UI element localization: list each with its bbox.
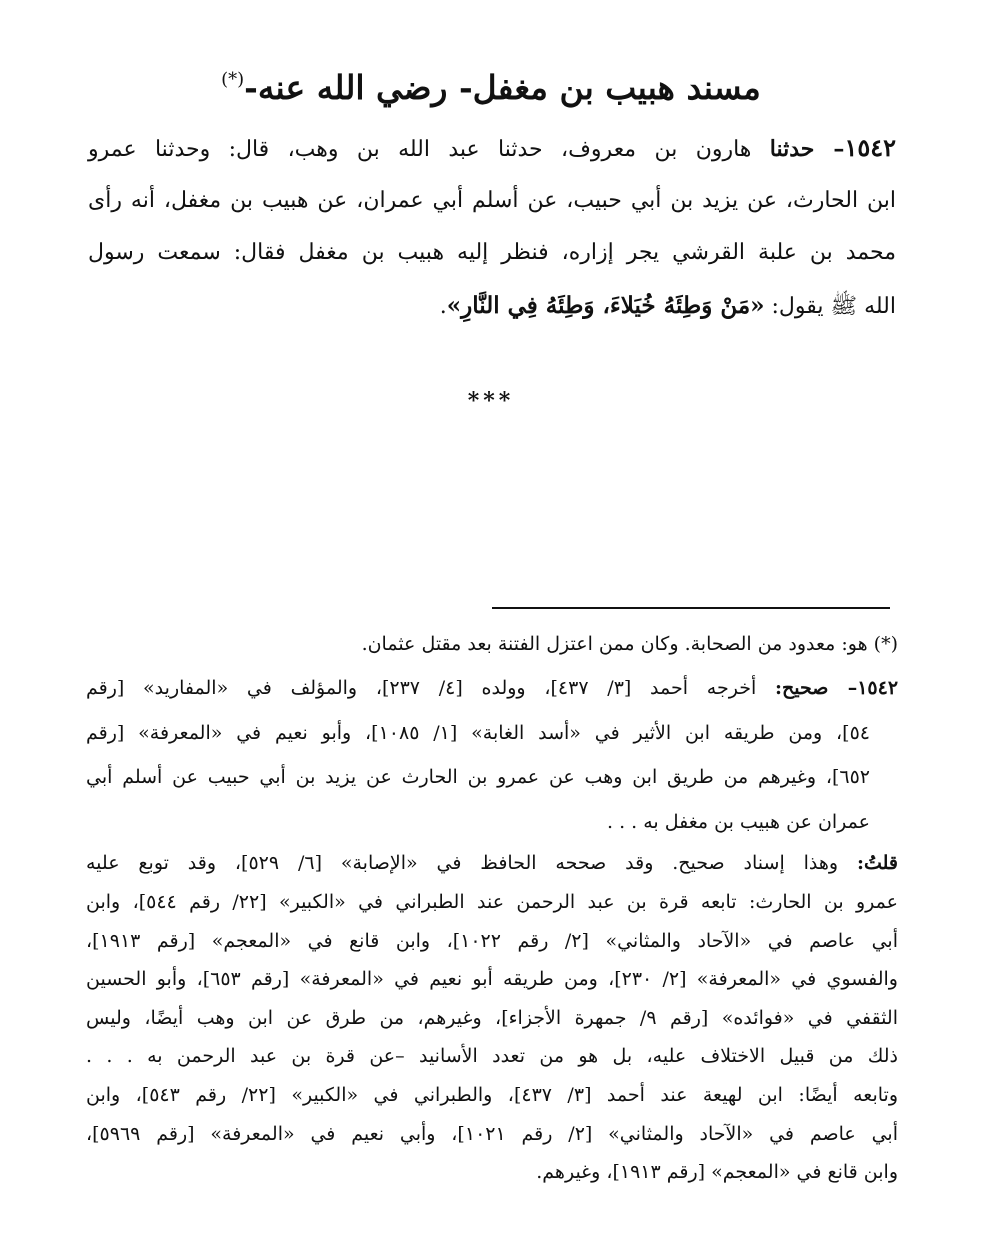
qultu-line-1: وهذا إسناد صحيح. وقد صححه الحافظ في «الإصابة» [٦/ ٥٢٩]، وقد توبع عليه — [86, 852, 857, 875]
footnote-line: عمران عن هبيب بن مغفل به . . . — [607, 810, 870, 833]
hadith-line: ابن الحارث، عن يزيد بن أبي حبيب، عن أسلم أبي عمران، عن هبيب بن مغفل، أنه رأى — [88, 187, 896, 213]
hadith-text — [88, 122, 896, 332]
footnote-star: (*) هو: معدود من الصحابة. وكان ممن اعتزل الفتنة بعد مقتل عثمان. — [361, 633, 898, 655]
footnote-line: وتابعه أيضًا: ابن لهيعة عند أحمد [٣/ ٤٣٧]، والطبراني في «الكبير» [٢٢/ رقم ٥٤٣]، وابن — [86, 1083, 898, 1106]
footnote-marker: (*) — [221, 69, 245, 90]
footnote-line: أبي عاصم في «الآحاد والمثاني» [٢/ رقم ١٠٢١]، وأبي نعيم في «المعرفة» [رقم ٥٩٦٩]، — [86, 1122, 898, 1145]
hadith-line-4-pre: الله ﷺ يقول: — [764, 293, 896, 319]
page-title — [60, 56, 922, 112]
footnote-line: ذلك من قبيل الاختلاف عليه، بل هو من تعدد الأسانيد –عن قرة بن عبد الرحمن به . . . — [86, 1045, 898, 1068]
qultu-label: قلتُ: — [856, 852, 898, 875]
section-separator: *** — [467, 388, 515, 414]
footnote-line: الثقفي في «فوائده» [رقم ٩/ جمهرة الأجزاء]، وغيرهم، من طرق عن ابن وهب أيضًا، وليس — [86, 1006, 898, 1029]
footnote-line — [86, 666, 898, 711]
footnote-line: ٥٤]، ومن طريقه ابن الأثير في «أسد الغابة» [١/ ١٠٨٥]، وأبو نعيم في «المعرفة» [رقم — [86, 721, 870, 744]
footnote-divider — [492, 607, 890, 609]
hadith-line: محمد بن علبة القرشي يجر إزاره، فنظر إليه هبيب بن مغفل فقال: سمعت رسول — [88, 240, 896, 265]
footnote-line: وابن قانع في «المعجم» [رقم ١٩١٣]، وغيرهم. — [536, 1161, 898, 1184]
footnote-line: أبي عاصم في «الآحاد والمثاني» [٢/ رقم ١٠٢٢]، وابن قانع في «المعجم» [رقم ١٩١٣]، — [86, 929, 898, 952]
footnote-1542-line-1: أخرجه أحمد [٣/ ٤٣٧]، وولده [٤/ ٢٣٧]، والمؤلف في «المفاريد» [رقم — [86, 677, 775, 699]
footnote-line — [86, 844, 898, 883]
hadith-quote: «مَنْ وَطِئَهُ خُيَلاءَ، وَطِئَهُ فِي النَّارِ» — [446, 291, 765, 319]
hadith-lead: – حدثنا — [769, 136, 845, 162]
hadith-line-4-post: . — [439, 293, 447, 319]
footnote-1542-label: ١٥٤٢– صحيح: — [774, 677, 899, 699]
hadith-number: ١٥٤٢ — [844, 133, 896, 162]
footnote-line: عمرو بن الحارث: تابعه قرة بن عبد الرحمن عند الطبراني في «الكبير» [٢٢/ رقم ٥٤٤]، وابن — [86, 890, 898, 913]
footnotes — [86, 622, 898, 1192]
page-title-text: مسند هبيب بن مغفل- رضي الله عنه- — [244, 68, 761, 107]
hadith-line — [88, 280, 896, 333]
footnote-line: والفسوي في «المعرفة» [٢/ ٢٣٠]، ومن طريقه أبو نعيم في «المعرفة» [رقم ٦٥٣]، وأبو الحسين — [86, 968, 898, 991]
hadith-line — [88, 122, 896, 175]
footnote-line: ٦٥٢]، وغيرهم من طريق ابن وهب عن عمرو بن الحارث عن يزيد بن أبي حبيب عن أسلم أبي — [86, 766, 870, 789]
hadith-line-1-text: هارون بن معروف، حدثنا عبد الله بن وهب، قال: وحدثنا عمرو — [88, 137, 770, 162]
